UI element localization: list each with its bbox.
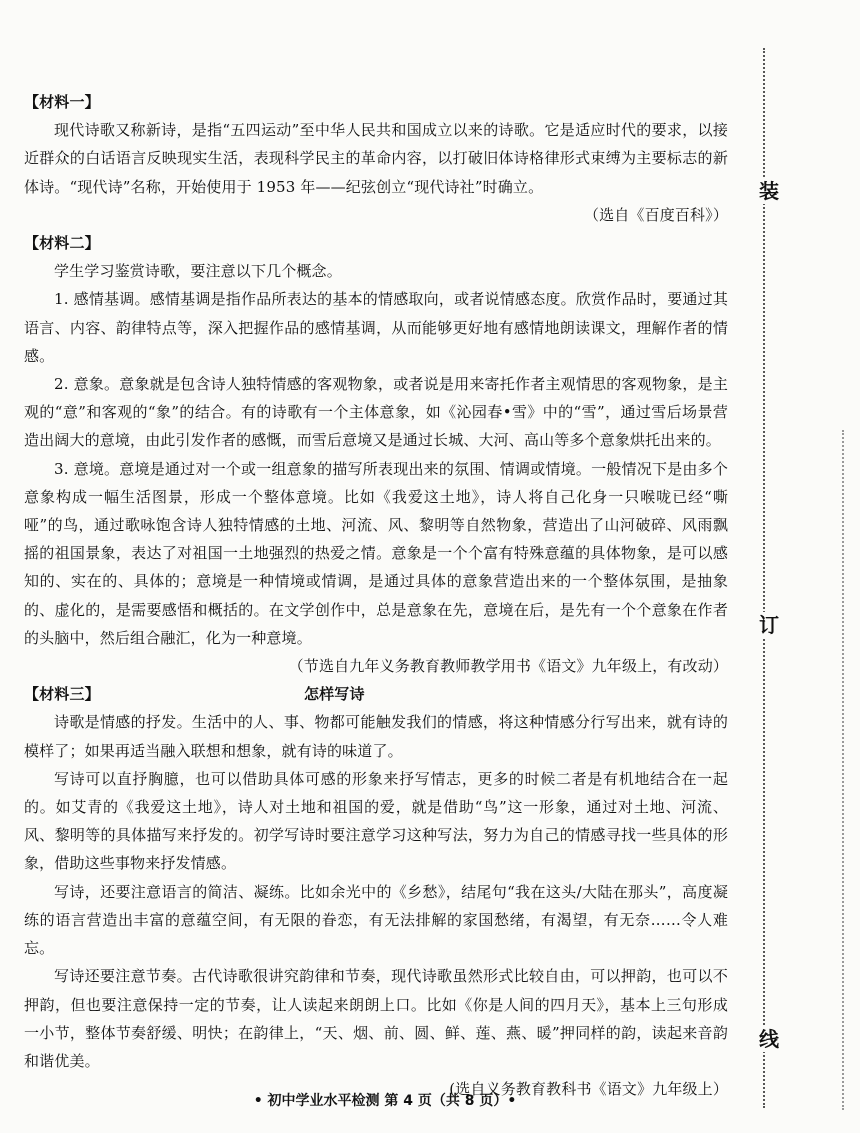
binding-line xyxy=(763,48,765,1108)
material2-item-2: 2. 意象。意象就是包含诗人独特情感的客观物象，或者说是用来寄托作者主观情思的客观物象，是主观的“意”和客观的“象”的结合。有的诗歌有一个主体意象，如《沁园春•雪》中的“雪”，通过雪后场景营造出阔大的意境，由此引发作者的感慨，而雪后意境又是通过长城、大河、高山等多个意象烘托出来的。 xyxy=(24,375,728,450)
page-footer: • 初中学业水平检测 第 4 页（共 8 页）• xyxy=(253,1093,517,1109)
material2-intro: 学生学习鉴赏诗歌，要注意以下几个概念。 xyxy=(54,262,342,281)
page-edge-dots xyxy=(842,430,844,1110)
page-content xyxy=(24,88,728,1103)
material1-source: （选自《百度百科》） xyxy=(583,205,728,224)
material2-heading: 【材料二】 xyxy=(24,234,100,253)
material2-item-3: 3. 意境。意境是通过对一个或一组意象的描写所表现出来的氛围、情调或情境。一般情况下是由多个意象构成一幅生活图景，形成一个整体意境。比如《我爱这土地》，诗人将自己化身一只喉咙已经“嘶哑”的鸟，通过歌咏饱含诗人独特情感的土地、河流、风、黎明等自然物象，营造出了山河破碎、风雨飘摇的祖国景象，表达了对祖国一土地强烈的热爱之情。意象是一个个富有特殊意蕴的具体物象，是可以感知的、实在的、具体的；意境是一种情境或情调，是通过具体的意象营造出来的一个整体氛围，是抽象的、虚化的，是需要感悟和概括的。在文学创作中，总是意象在先，意境在后，是先有一个个意象在作者的头脑中，然后组合融汇，化为一种意境。 xyxy=(24,459,728,647)
material3-heading-row xyxy=(24,680,728,708)
binding-char-xian: 线 xyxy=(756,1026,782,1052)
material3-paragraph-2: 写诗可以直抒胸臆，也可以借助具体可感的形象来抒写情志，更多的时候二者是有机地结合在一起的。如艾青的《我爱这土地》，诗人对土地和祖国的爱，就是借助“鸟”这一形象，通过对土地、河流、风、黎明等的具体描写来抒发的。初学写诗时要注意学习这种写法，努力为自己的情感寻找一些具体的形象，借助这些事物来抒发情感。 xyxy=(24,769,728,873)
material3-title: 怎样写诗 xyxy=(304,685,365,704)
material2-source: （节选自九年义务教育教师教学用书《语文》九年级上，有改动） xyxy=(288,657,728,676)
material1-heading: 【材料一】 xyxy=(24,93,100,111)
material2-item-1: 1. 感情基调。感情基调是指作品所表达的基本的情感取向，或者说情感态度。欣赏作品时，要通过其语言、内容、韵律特点等，深入把握作品的感情基调，从而能够更好地有感情地朗读课文，理解作者的情感。 xyxy=(24,290,728,365)
binding-char-ding: 订 xyxy=(756,612,782,638)
material3-paragraph-3: 写诗，还要注意语言的简洁、凝练。比如余光中的《乡愁》，结尾句“我在这头/大陆在那头”，高度凝练的语言营造出丰富的意蕴空间，有无限的眷恋，有无法排解的家国愁绪，有渴望，有无奈……令人难忘。 xyxy=(24,882,728,958)
material3-heading: 【材料三】 xyxy=(24,685,100,704)
material3-paragraph-1: 诗歌是情感的抒发。生活中的人、事、物都可能触发我们的情感，将这种情感分行写出来，就有诗的模样了；如果再适当融入联想和想象，就有诗的味道了。 xyxy=(24,713,728,760)
material3-paragraph-4: 写诗还要注意节奏。古代诗歌很讲究韵律和节奏，现代诗歌虽然形式比较自由，可以押韵，也可以不押韵，但也要注意保持一定的节奏，让人读起来朗朗上口。比如《你是人间的四月天》，基本上三句形成一小节，整体节奏舒缓、明快；在韵律上，“天、烟、前、圆、鲜、莲、燕、暖”押同样的韵，读起来音韵和谐优美。 xyxy=(24,967,728,1070)
material3-source: (选自义务教育教科书《语文》九年级上） xyxy=(449,1080,728,1099)
material1-paragraph: 现代诗歌又称新诗，是指“五四运动”至中华人民共和国成立以来的诗歌。它是适应时代的要求，以接近群众的白话语言反映现实生活，表现科学民主的革命内容，以打破旧体诗格律形式束缚为主要标志的新体诗。“现代诗”名称，开始使用于 1953 年——纪弦创立“现代诗社”时确立。 xyxy=(24,121,728,196)
binding-char-zhuang: 装 xyxy=(756,178,782,204)
